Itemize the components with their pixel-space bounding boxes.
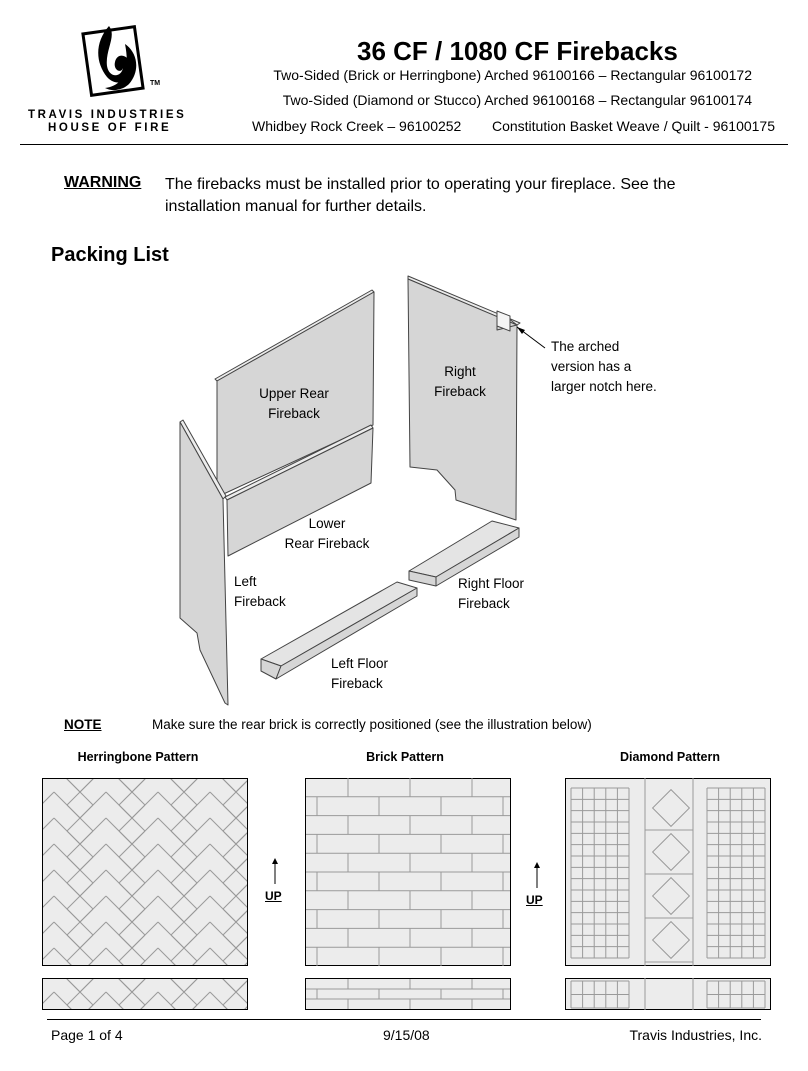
label-right-floor-fireback: Right Floor Fireback xyxy=(458,576,525,611)
callout-arrow-icon xyxy=(517,327,525,334)
up-label-2: UP xyxy=(526,893,543,907)
brick-title: Brick Pattern xyxy=(366,750,444,764)
diamond-pattern xyxy=(565,778,771,966)
label-notch-callout: The arched version has a larger notch here. xyxy=(551,339,657,394)
diamond-title: Diamond Pattern xyxy=(619,750,720,764)
up-arrow-icon xyxy=(532,862,542,888)
up-arrow-icon xyxy=(270,858,280,884)
herringbone-lower-strip xyxy=(42,978,248,1010)
brick-lower-strip xyxy=(305,978,511,1010)
subtitle-line-3a: Whidbey Rock Creek – 96100252 xyxy=(252,118,462,134)
packing-diagram xyxy=(0,260,808,710)
label-lower-rear-fireback: Lower Rear Fireback xyxy=(284,516,370,551)
label-right-fireback: Right Fireback xyxy=(434,364,486,399)
trademark: TM xyxy=(150,80,161,87)
footer-page: Page 1 of 4 xyxy=(51,1027,123,1043)
warning-label: WARNING xyxy=(64,174,142,191)
footer-company: Travis Industries, Inc. xyxy=(629,1027,762,1043)
subtitle-line-3b: Constitution Basket Weave / Quilt - 96100175 xyxy=(491,118,775,134)
subtitle-line-2: Two-Sided (Diamond or Stucco) Arched 96100168 – Rectangular 96100174 xyxy=(282,92,752,108)
packing-list-heading: Packing List xyxy=(51,244,169,266)
warning-text: The firebacks must be installed prior to operating your fireplace. See the installation manual for further details. xyxy=(165,176,676,215)
label-upper-rear-fireback: Upper Rear Fireback xyxy=(259,386,329,421)
herringbone-title: Herringbone Pattern xyxy=(77,750,199,764)
subtitle-line-1: Two-Sided (Brick or Herringbone) Arched 96100166 – Rectangular 96100172 xyxy=(273,67,752,83)
label-left-fireback: Left Fireback xyxy=(234,574,286,609)
note-text: Make sure the rear brick is correctly positioned (see the illustration below) xyxy=(152,717,592,732)
up-label-1: UP xyxy=(265,889,282,903)
herringbone-pattern xyxy=(42,778,248,966)
label-left-floor-fireback: Left Floor Fireback xyxy=(331,656,389,691)
brick-pattern xyxy=(305,778,511,966)
header-divider xyxy=(20,144,788,145)
brand-name: TRAVIS INDUSTRIES xyxy=(28,109,187,121)
footer-divider xyxy=(47,1019,761,1020)
footer-date: 9/15/08 xyxy=(383,1027,430,1043)
page-title: 36 CF / 1080 CF Firebacks xyxy=(357,36,678,66)
note-label: NOTE xyxy=(64,717,102,732)
diamond-lower-strip xyxy=(565,978,771,1010)
brand-tagline: HOUSE OF FIRE xyxy=(48,122,172,134)
